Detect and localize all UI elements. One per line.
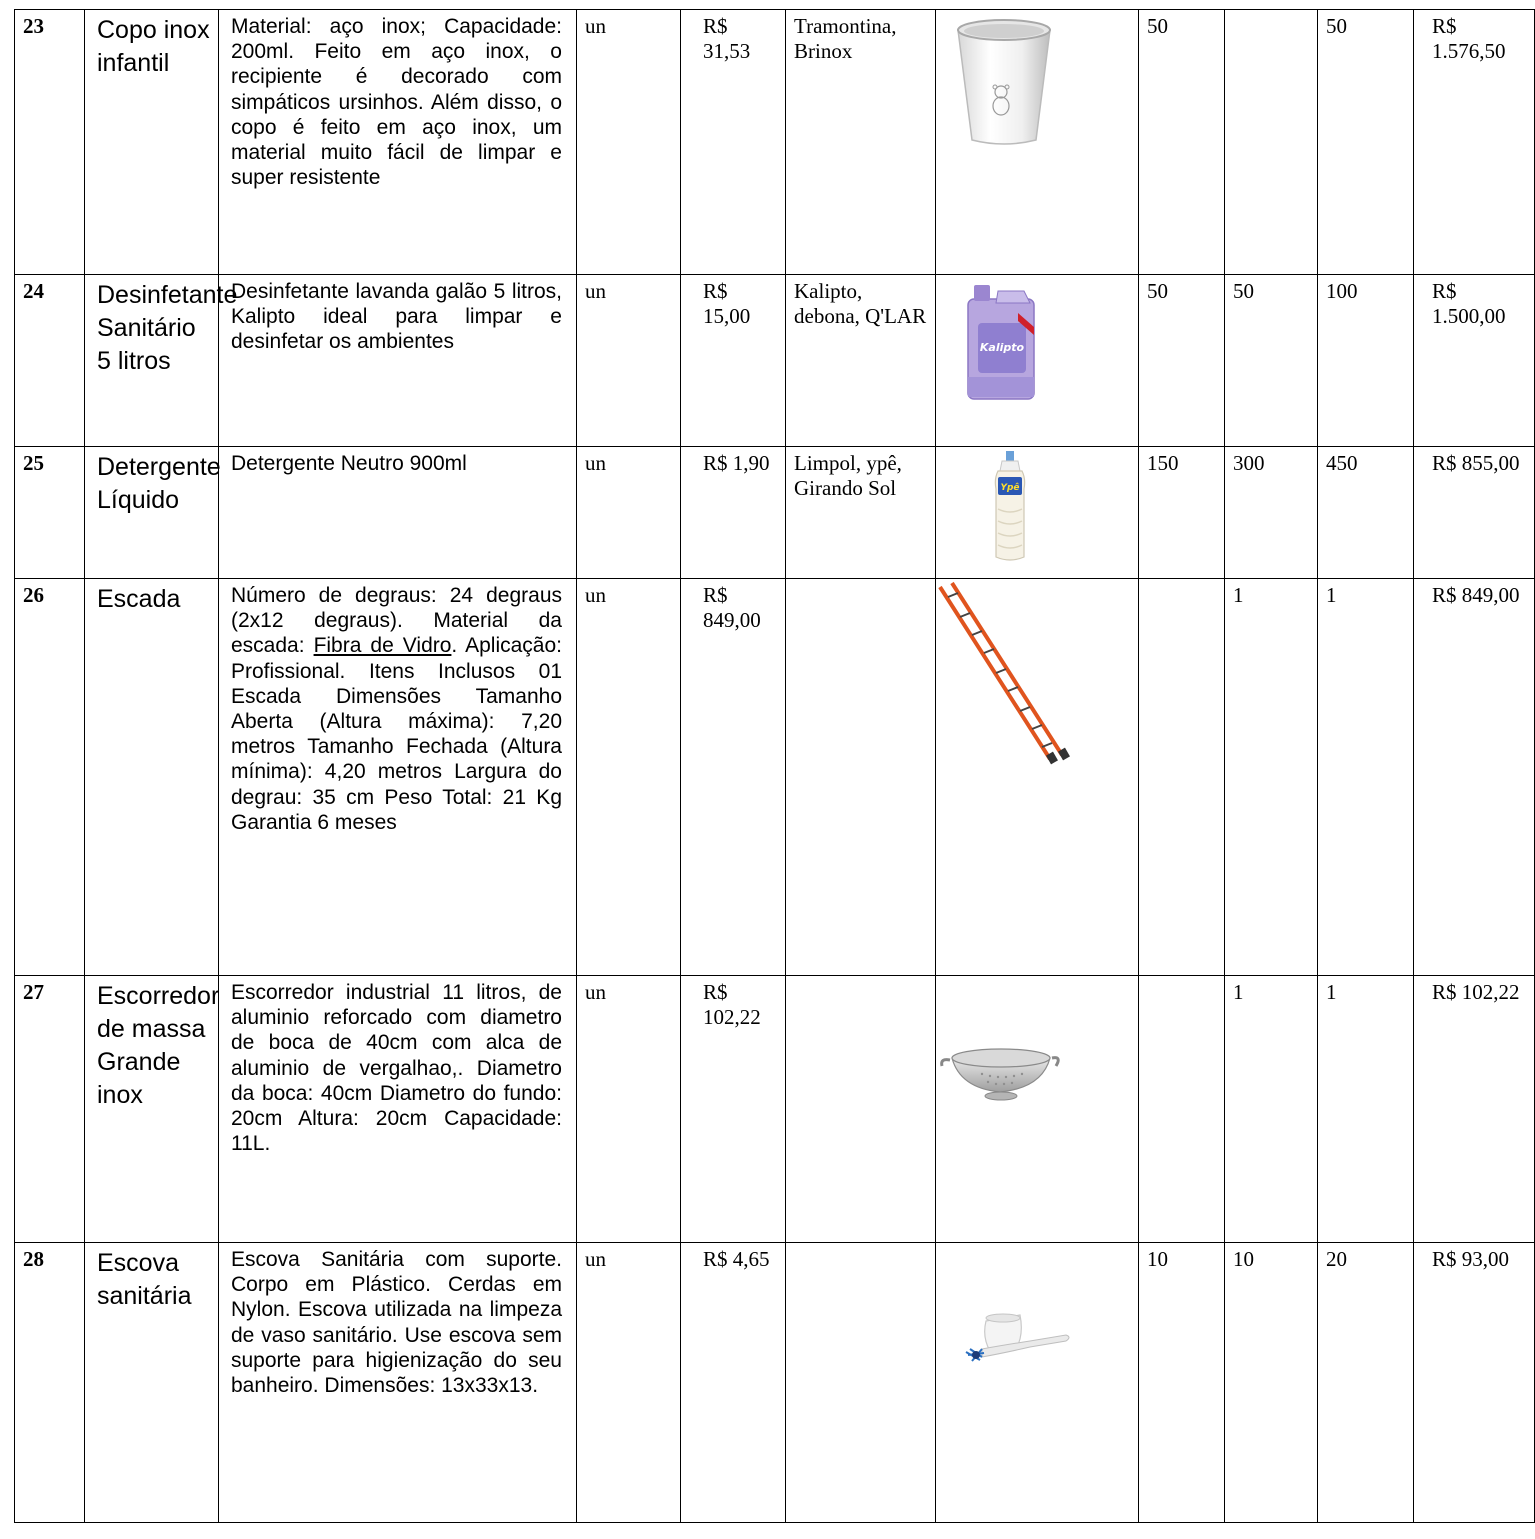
detergent-bottle-image — [936, 447, 1139, 579]
item-qty-a — [1139, 976, 1225, 1243]
item-price: R$ 31,53 — [681, 10, 786, 275]
item-number: 28 — [15, 1243, 85, 1523]
item-qty-total: 100 — [1318, 275, 1414, 447]
item-qty-b: 300 — [1225, 447, 1318, 579]
item-number: 26 — [15, 579, 85, 976]
detergent-label: Ypê — [1000, 483, 1020, 493]
item-qty-a: 150 — [1139, 447, 1225, 579]
item-name: Escova sanitária — [85, 1243, 219, 1523]
item-qty-b: 1 — [1225, 976, 1318, 1243]
item-price: R$ 1,90 — [681, 447, 786, 579]
item-description: Desinfetante lavanda galão 5 litros, Kalipto ideal para limpar e desinfetar os ambientes — [219, 275, 577, 447]
item-price: R$ 4,65 — [681, 1243, 786, 1523]
item-unit: un — [577, 579, 681, 976]
item-qty-b — [1225, 10, 1318, 275]
item-price: R$ 102,22 — [681, 976, 786, 1243]
item-number: 23 — [15, 10, 85, 275]
description-text: . Aplicação: Profissional. Itens Inclusos 01 Escada Dimensões Tamanho Aberta (Altura máxima): 7,20 metros Tamanho Fechada (Altura mínima): 4,20 metros Largura do degrau: 35 cm Peso Total: 21 Kg Garantia 6 meses — [231, 634, 562, 834]
item-qty-total: 20 — [1318, 1243, 1414, 1523]
table-row — [15, 275, 1535, 447]
item-description — [219, 579, 577, 976]
item-qty-b: 1 — [1225, 579, 1318, 976]
item-qty-total: 450 — [1318, 447, 1414, 579]
disinfectant-jug-image — [936, 275, 1139, 447]
item-qty-b: 10 — [1225, 1243, 1318, 1523]
item-description: Material: aço inox; Capacidade: 200ml. Feito em aço inox, o recipiente é decorado com simpáticos ursinhos. Além disso, o copo é feito em aço inox, um material muito fácil de limpar e super resistente — [219, 10, 577, 275]
item-total: R$ 855,00 — [1414, 447, 1535, 579]
item-qty-b: 50 — [1225, 275, 1318, 447]
item-name: Escorredor de massa Grande inox — [85, 976, 219, 1243]
item-qty-a: 50 — [1139, 10, 1225, 275]
item-unit: un — [577, 275, 681, 447]
item-name: Desinfetante Sanitário 5 litros — [85, 275, 219, 447]
table-row — [15, 579, 1535, 976]
table-row — [15, 447, 1535, 579]
item-qty-total: 1 — [1318, 976, 1414, 1243]
colander-image — [936, 976, 1139, 1243]
item-price: R$ 849,00 — [681, 579, 786, 976]
item-qty-a: 10 — [1139, 1243, 1225, 1523]
item-unit: un — [577, 10, 681, 275]
disinfectant-label: Kalipto — [979, 341, 1025, 354]
item-unit: un — [577, 976, 681, 1243]
item-name: Escada — [85, 579, 219, 976]
item-description: Detergente Neutro 900ml — [219, 447, 577, 579]
item-name: Detergente Líquido — [85, 447, 219, 579]
item-description: Escova Sanitária com suporte. Corpo em Plástico. Cerdas em Nylon. Escova utilizada na limpeza de vaso sanitário. Use escova sem suporte para higienização do seu banheiro. Dimensões: 13x33x13. — [219, 1243, 577, 1523]
item-qty-total: 1 — [1318, 579, 1414, 976]
item-brands — [786, 579, 936, 976]
table-row — [15, 10, 1535, 275]
item-qty-a — [1139, 579, 1225, 976]
item-brands: Limpol, ypê, Girando Sol — [786, 447, 936, 579]
items-table — [14, 9, 1535, 1523]
item-number: 27 — [15, 976, 85, 1243]
description-text: Número de degraus: 24 degraus (2x12 degraus). Material da escada: — [231, 584, 562, 658]
item-brands — [786, 976, 936, 1243]
item-total: R$ 1.576,50 — [1414, 10, 1535, 275]
item-qty-a: 50 — [1139, 275, 1225, 447]
item-unit: un — [577, 447, 681, 579]
item-brands: Kalipto, debona, Q'LAR — [786, 275, 936, 447]
item-unit: un — [577, 1243, 681, 1523]
table-row — [15, 976, 1535, 1243]
item-number: 25 — [15, 447, 85, 579]
orange-ladder-image — [936, 579, 1139, 976]
item-description: Escorredor industrial 11 litros, de aluminio reforcado com diametro de boca de 40cm com alca de aluminio de vergalhao,. Diametro da boca: 40cm Diametro do fundo: 20cm Altura: 20cm Capacidade: 11L. — [219, 976, 577, 1243]
item-brands — [786, 1243, 936, 1523]
table-row — [15, 1243, 1535, 1523]
item-name: Copo inox infantil — [85, 10, 219, 275]
toilet-brush-image — [936, 1243, 1139, 1523]
item-qty-total: 50 — [1318, 10, 1414, 275]
item-number: 24 — [15, 275, 85, 447]
item-price: R$ 15,00 — [681, 275, 786, 447]
item-brands: Tramontina, Brinox — [786, 10, 936, 275]
item-total: R$ 93,00 — [1414, 1243, 1535, 1523]
stainless-steel-cup-image — [936, 10, 1139, 275]
item-total: R$ 102,22 — [1414, 976, 1535, 1243]
fiberglass-link[interactable]: Fibra de Vidro — [313, 634, 452, 658]
item-total: R$ 849,00 — [1414, 579, 1535, 976]
item-total: R$ 1.500,00 — [1414, 275, 1535, 447]
